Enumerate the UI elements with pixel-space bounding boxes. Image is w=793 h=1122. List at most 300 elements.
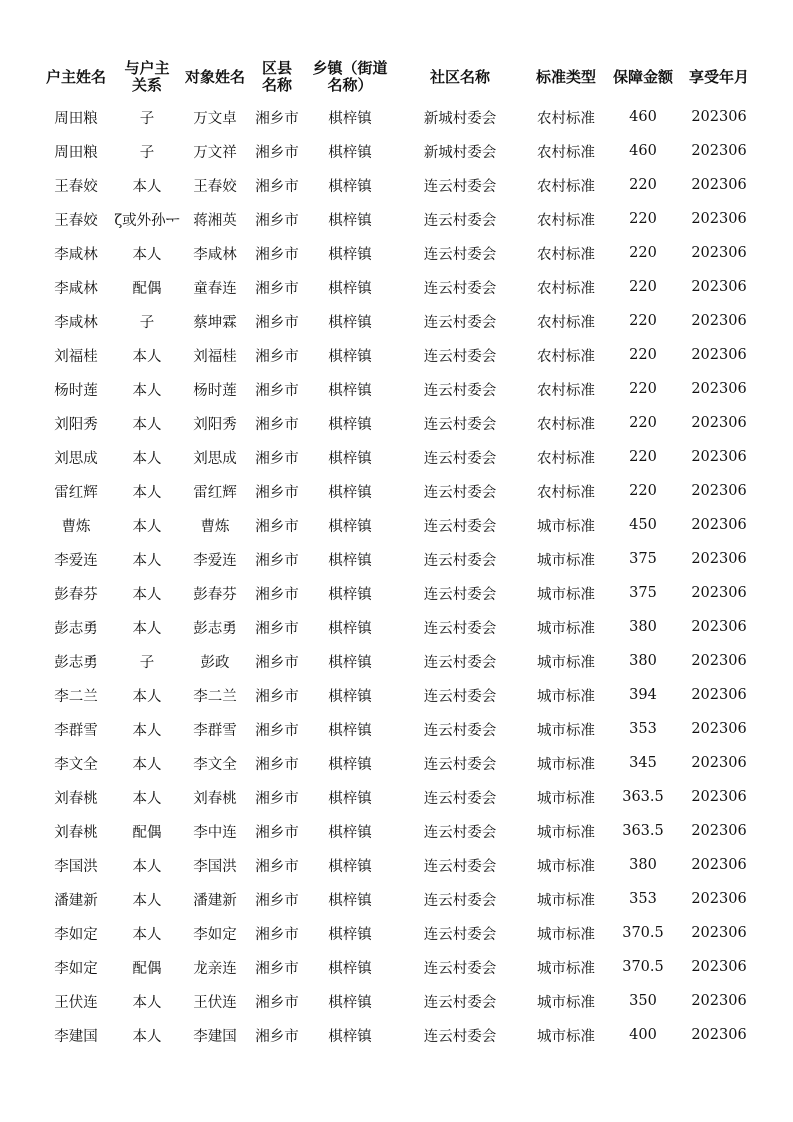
cell-recipient-name: 李群雪 bbox=[193, 722, 237, 739]
cell-householder-name: 周田粮 bbox=[54, 144, 98, 161]
cell-period: 202306 bbox=[691, 381, 747, 397]
cell-community: 连云村委会 bbox=[423, 620, 497, 637]
cell-amount: 380 bbox=[629, 857, 657, 873]
table-row bbox=[38, 134, 760, 168]
cell-county: 湘乡市 bbox=[255, 960, 299, 977]
cell-recipient-name: 李文全 bbox=[193, 756, 237, 773]
cell-county: 湘乡市 bbox=[255, 654, 299, 671]
cell-town: 棋梓镇 bbox=[328, 144, 372, 161]
column-header-line: 名称 bbox=[261, 76, 292, 94]
cell-recipient-name: 童春连 bbox=[193, 280, 237, 297]
cell-standard-type: 农村标准 bbox=[537, 450, 595, 467]
cell-county: 湘乡市 bbox=[255, 892, 299, 909]
cell-town: 棋梓镇 bbox=[328, 892, 372, 909]
cell-amount: 220 bbox=[629, 177, 657, 193]
cell-county: 湘乡市 bbox=[255, 1028, 299, 1045]
cell-county: 湘乡市 bbox=[255, 586, 299, 603]
cell-period: 202306 bbox=[691, 109, 747, 125]
cell-relation: 本人 bbox=[132, 994, 162, 1011]
cell-period: 202306 bbox=[691, 653, 747, 669]
table-row bbox=[38, 100, 760, 134]
table-row bbox=[38, 712, 760, 746]
cell-recipient-name: 刘春桃 bbox=[193, 790, 237, 807]
cell-recipient-name: 李中连 bbox=[193, 824, 237, 841]
cell-relation: 子 bbox=[139, 110, 155, 127]
cell-county: 湘乡市 bbox=[255, 280, 299, 297]
cell-period: 202306 bbox=[691, 483, 747, 499]
cell-town: 棋梓镇 bbox=[328, 178, 372, 195]
table-row bbox=[38, 678, 760, 712]
table-row bbox=[38, 338, 760, 372]
table-row bbox=[38, 270, 760, 304]
cell-community: 连云村委会 bbox=[423, 382, 497, 399]
cell-relation: 本人 bbox=[132, 926, 162, 943]
table-row bbox=[38, 474, 760, 508]
table-row bbox=[38, 916, 760, 950]
column-header-line: 区县 bbox=[261, 59, 292, 77]
cell-period: 202306 bbox=[691, 755, 747, 771]
cell-period: 202306 bbox=[691, 517, 747, 533]
cell-householder-name: 李爱连 bbox=[54, 552, 98, 569]
cell-period: 202306 bbox=[691, 347, 747, 363]
table-row bbox=[38, 202, 760, 236]
cell-amount: 375 bbox=[629, 551, 657, 567]
cell-recipient-name: 李国洪 bbox=[193, 858, 237, 875]
cell-town: 棋梓镇 bbox=[328, 722, 372, 739]
cell-householder-name: 曹炼 bbox=[61, 518, 91, 535]
cell-period: 202306 bbox=[691, 925, 747, 941]
cell-recipient-name: 李咸林 bbox=[193, 246, 237, 263]
cell-relation: 本人 bbox=[132, 722, 162, 739]
cell-relation: 本人 bbox=[132, 484, 162, 501]
cell-town: 棋梓镇 bbox=[328, 688, 372, 705]
cell-county: 湘乡市 bbox=[255, 416, 299, 433]
cell-county: 湘乡市 bbox=[255, 552, 299, 569]
cell-standard-type: 城市标准 bbox=[537, 756, 595, 773]
cell-householder-name: 李二兰 bbox=[54, 688, 98, 705]
cell-period: 202306 bbox=[691, 687, 747, 703]
table-row bbox=[38, 372, 760, 406]
cell-householder-name: 周田粮 bbox=[54, 110, 98, 127]
cell-community: 连云村委会 bbox=[423, 280, 497, 297]
cell-period: 202306 bbox=[691, 279, 747, 295]
cell-county: 湘乡市 bbox=[255, 722, 299, 739]
cell-standard-type: 城市标准 bbox=[537, 722, 595, 739]
cell-community: 连云村委会 bbox=[423, 1028, 497, 1045]
cell-town: 棋梓镇 bbox=[328, 212, 372, 229]
cell-amount: 380 bbox=[629, 653, 657, 669]
cell-county: 湘乡市 bbox=[255, 212, 299, 229]
cell-town: 棋梓镇 bbox=[328, 314, 372, 331]
cell-householder-name: 彭志勇 bbox=[54, 654, 98, 671]
cell-amount: 370.5 bbox=[622, 959, 664, 975]
table-row bbox=[38, 576, 760, 610]
cell-recipient-name: 蔡坤霖 bbox=[193, 314, 237, 331]
cell-period: 202306 bbox=[691, 143, 747, 159]
table-header bbox=[38, 54, 760, 100]
column-header-line: 关系 bbox=[131, 76, 162, 94]
cell-county: 湘乡市 bbox=[255, 314, 299, 331]
table-row bbox=[38, 882, 760, 916]
cell-recipient-name: 李如定 bbox=[193, 926, 237, 943]
cell-amount: 394 bbox=[629, 687, 657, 703]
cell-recipient-name: 龙亲连 bbox=[193, 960, 237, 977]
cell-relation: 配偶 bbox=[132, 960, 162, 977]
cell-standard-type: 城市标准 bbox=[537, 620, 595, 637]
cell-county: 湘乡市 bbox=[255, 620, 299, 637]
cell-amount: 350 bbox=[629, 993, 657, 1009]
cell-relation: 本人 bbox=[132, 178, 162, 195]
cell-recipient-name: 雷红辉 bbox=[193, 484, 237, 501]
cell-householder-name: 刘阳秀 bbox=[54, 416, 98, 433]
column-header-line: 户主姓名 bbox=[45, 67, 106, 86]
cell-community: 连云村委会 bbox=[423, 314, 497, 331]
cell-recipient-name: 潘建新 bbox=[193, 892, 237, 909]
cell-recipient-name: 曹炼 bbox=[200, 518, 230, 535]
cell-period: 202306 bbox=[691, 449, 747, 465]
cell-standard-type: 农村标准 bbox=[537, 144, 595, 161]
table-row bbox=[38, 304, 760, 338]
table-row bbox=[38, 950, 760, 984]
column-header-line: 标准类型 bbox=[535, 67, 596, 86]
cell-county: 湘乡市 bbox=[255, 824, 299, 841]
cell-relation: 配偶 bbox=[132, 280, 162, 297]
cell-amount: 375 bbox=[629, 585, 657, 601]
cell-period: 202306 bbox=[691, 891, 747, 907]
cell-amount: 460 bbox=[629, 143, 657, 159]
table-row bbox=[38, 780, 760, 814]
cell-town: 棋梓镇 bbox=[328, 790, 372, 807]
cell-standard-type: 城市标准 bbox=[537, 518, 595, 535]
cell-recipient-name: 万文卓 bbox=[193, 110, 237, 127]
cell-county: 湘乡市 bbox=[255, 382, 299, 399]
cell-relation: ζ或外孙ᅮ bbox=[114, 212, 180, 229]
table-row bbox=[38, 814, 760, 848]
cell-recipient-name: 刘阳秀 bbox=[193, 416, 237, 433]
cell-householder-name: 潘建新 bbox=[54, 892, 98, 909]
column-header-period bbox=[678, 54, 760, 100]
cell-town: 棋梓镇 bbox=[328, 518, 372, 535]
cell-householder-name: 刘福桂 bbox=[54, 348, 98, 365]
cell-standard-type: 城市标准 bbox=[537, 790, 595, 807]
cell-county: 湘乡市 bbox=[255, 484, 299, 501]
cell-standard-type: 城市标准 bbox=[537, 960, 595, 977]
table-row bbox=[38, 610, 760, 644]
cell-standard-type: 城市标准 bbox=[537, 552, 595, 569]
cell-standard-type: 城市标准 bbox=[537, 688, 595, 705]
cell-town: 棋梓镇 bbox=[328, 416, 372, 433]
cell-householder-name: 杨时莲 bbox=[54, 382, 98, 399]
cell-relation: 本人 bbox=[132, 518, 162, 535]
cell-relation: 本人 bbox=[132, 688, 162, 705]
cell-standard-type: 农村标准 bbox=[537, 212, 595, 229]
cell-standard-type: 农村标准 bbox=[537, 416, 595, 433]
cell-period: 202306 bbox=[691, 415, 747, 431]
cell-community: 连云村委会 bbox=[423, 824, 497, 841]
column-header-relation bbox=[114, 54, 180, 100]
table-row bbox=[38, 984, 760, 1018]
cell-householder-name: 刘春桃 bbox=[54, 790, 98, 807]
cell-amount: 220 bbox=[629, 313, 657, 329]
cell-relation: 本人 bbox=[132, 348, 162, 365]
cell-town: 棋梓镇 bbox=[328, 994, 372, 1011]
cell-town: 棋梓镇 bbox=[328, 824, 372, 841]
cell-amount: 220 bbox=[629, 347, 657, 363]
cell-town: 棋梓镇 bbox=[328, 280, 372, 297]
cell-amount: 370.5 bbox=[622, 925, 664, 941]
cell-standard-type: 农村标准 bbox=[537, 348, 595, 365]
cell-town: 棋梓镇 bbox=[328, 756, 372, 773]
table-row bbox=[38, 440, 760, 474]
cell-period: 202306 bbox=[691, 993, 747, 1009]
cell-householder-name: 李群雪 bbox=[54, 722, 98, 739]
cell-town: 棋梓镇 bbox=[328, 552, 372, 569]
cell-amount: 220 bbox=[629, 449, 657, 465]
cell-householder-name: 李咸林 bbox=[54, 280, 98, 297]
cell-county: 湘乡市 bbox=[255, 926, 299, 943]
cell-householder-name: 李文全 bbox=[54, 756, 98, 773]
cell-period: 202306 bbox=[691, 959, 747, 975]
cell-town: 棋梓镇 bbox=[328, 382, 372, 399]
cell-householder-name: 王伏连 bbox=[54, 994, 98, 1011]
cell-householder-name: 李咸林 bbox=[54, 246, 98, 263]
cell-amount: 400 bbox=[629, 1027, 657, 1043]
column-header-householder-name bbox=[38, 54, 114, 100]
cell-standard-type: 农村标准 bbox=[537, 178, 595, 195]
table-row bbox=[38, 542, 760, 576]
column-header-line: 乡镇（街道 bbox=[312, 59, 388, 77]
cell-community: 连云村委会 bbox=[423, 858, 497, 875]
table-row bbox=[38, 168, 760, 202]
cell-relation: 配偶 bbox=[132, 824, 162, 841]
cell-community: 连云村委会 bbox=[423, 994, 497, 1011]
cell-relation: 本人 bbox=[132, 450, 162, 467]
cell-period: 202306 bbox=[691, 857, 747, 873]
cell-community: 连云村委会 bbox=[423, 722, 497, 739]
cell-relation: 本人 bbox=[132, 382, 162, 399]
cell-relation: 本人 bbox=[132, 246, 162, 263]
cell-standard-type: 城市标准 bbox=[537, 586, 595, 603]
cell-period: 202306 bbox=[691, 823, 747, 839]
cell-standard-type: 农村标准 bbox=[537, 382, 595, 399]
cell-householder-name: 彭志勇 bbox=[54, 620, 98, 637]
cell-town: 棋梓镇 bbox=[328, 1028, 372, 1045]
cell-householder-name: 王春姣 bbox=[54, 178, 98, 195]
cell-amount: 220 bbox=[629, 279, 657, 295]
cell-relation: 子 bbox=[139, 144, 155, 161]
cell-period: 202306 bbox=[691, 721, 747, 737]
cell-community: 连云村委会 bbox=[423, 654, 497, 671]
cell-relation: 本人 bbox=[132, 620, 162, 637]
table-row bbox=[38, 848, 760, 882]
cell-town: 棋梓镇 bbox=[328, 586, 372, 603]
cell-standard-type: 城市标准 bbox=[537, 892, 595, 909]
table-row bbox=[38, 644, 760, 678]
cell-recipient-name: 杨时莲 bbox=[193, 382, 237, 399]
cell-period: 202306 bbox=[691, 1027, 747, 1043]
column-header-standard-type bbox=[524, 54, 608, 100]
cell-county: 湘乡市 bbox=[255, 858, 299, 875]
table-row bbox=[38, 746, 760, 780]
cell-period: 202306 bbox=[691, 245, 747, 261]
cell-period: 202306 bbox=[691, 211, 747, 227]
cell-householder-name: 彭春芬 bbox=[54, 586, 98, 603]
cell-county: 湘乡市 bbox=[255, 756, 299, 773]
cell-recipient-name: 王春姣 bbox=[193, 178, 237, 195]
header-row bbox=[38, 54, 760, 100]
benefit-roster-table bbox=[38, 54, 760, 1052]
cell-community: 连云村委会 bbox=[423, 416, 497, 433]
table-row bbox=[38, 236, 760, 270]
cell-town: 棋梓镇 bbox=[328, 960, 372, 977]
cell-recipient-name: 王伏连 bbox=[193, 994, 237, 1011]
column-header-recipient-name bbox=[180, 54, 250, 100]
column-header-line: 享受年月 bbox=[688, 67, 749, 86]
column-header-line: 与户主 bbox=[124, 59, 170, 77]
table-body bbox=[38, 100, 760, 1052]
cell-community: 连云村委会 bbox=[423, 246, 497, 263]
cell-amount: 363.5 bbox=[622, 789, 664, 805]
cell-community: 连云村委会 bbox=[423, 960, 497, 977]
cell-standard-type: 城市标准 bbox=[537, 654, 595, 671]
cell-standard-type: 城市标准 bbox=[537, 994, 595, 1011]
cell-householder-name: 王春姣 bbox=[54, 212, 98, 229]
cell-town: 棋梓镇 bbox=[328, 654, 372, 671]
cell-town: 棋梓镇 bbox=[328, 620, 372, 637]
cell-standard-type: 农村标准 bbox=[537, 484, 595, 501]
cell-recipient-name: 刘福桂 bbox=[193, 348, 237, 365]
cell-community: 连云村委会 bbox=[423, 518, 497, 535]
cell-relation: 子 bbox=[139, 654, 155, 671]
cell-town: 棋梓镇 bbox=[328, 926, 372, 943]
cell-town: 棋梓镇 bbox=[328, 484, 372, 501]
cell-period: 202306 bbox=[691, 313, 747, 329]
cell-relation: 本人 bbox=[132, 858, 162, 875]
cell-householder-name: 李建国 bbox=[54, 1028, 98, 1045]
cell-community: 连云村委会 bbox=[423, 790, 497, 807]
cell-standard-type: 农村标准 bbox=[537, 280, 595, 297]
cell-community: 连云村委会 bbox=[423, 212, 497, 229]
cell-community: 连云村委会 bbox=[423, 756, 497, 773]
cell-recipient-name: 蒋湘英 bbox=[193, 212, 237, 229]
cell-standard-type: 农村标准 bbox=[537, 110, 595, 127]
cell-recipient-name: 李爱连 bbox=[193, 552, 237, 569]
cell-community: 连云村委会 bbox=[423, 586, 497, 603]
cell-town: 棋梓镇 bbox=[328, 858, 372, 875]
cell-county: 湘乡市 bbox=[255, 246, 299, 263]
column-header-line: 名称） bbox=[327, 76, 373, 94]
cell-county: 湘乡市 bbox=[255, 994, 299, 1011]
cell-recipient-name: 李建国 bbox=[193, 1028, 237, 1045]
cell-amount: 220 bbox=[629, 381, 657, 397]
column-header-line: 社区名称 bbox=[429, 67, 490, 86]
cell-community: 连云村委会 bbox=[423, 178, 497, 195]
cell-relation: 本人 bbox=[132, 586, 162, 603]
cell-relation: 本人 bbox=[132, 416, 162, 433]
cell-householder-name: 李如定 bbox=[54, 960, 98, 977]
cell-county: 湘乡市 bbox=[255, 178, 299, 195]
cell-amount: 363.5 bbox=[622, 823, 664, 839]
cell-town: 棋梓镇 bbox=[328, 110, 372, 127]
cell-recipient-name: 彭政 bbox=[200, 654, 230, 671]
cell-standard-type: 农村标准 bbox=[537, 314, 595, 331]
cell-relation: 本人 bbox=[132, 756, 162, 773]
column-header-community bbox=[396, 54, 524, 100]
column-header-line: 对象姓名 bbox=[184, 67, 245, 86]
cell-householder-name: 李国洪 bbox=[54, 858, 98, 875]
cell-community: 新城村委会 bbox=[423, 144, 497, 161]
column-header-town bbox=[304, 54, 396, 100]
cell-householder-name: 刘春桃 bbox=[54, 824, 98, 841]
cell-recipient-name: 刘思成 bbox=[193, 450, 237, 467]
cell-amount: 220 bbox=[629, 415, 657, 431]
cell-recipient-name: 李二兰 bbox=[193, 688, 237, 705]
cell-standard-type: 城市标准 bbox=[537, 824, 595, 841]
cell-recipient-name: 万文祥 bbox=[193, 144, 237, 161]
cell-amount: 460 bbox=[629, 109, 657, 125]
cell-amount: 380 bbox=[629, 619, 657, 635]
cell-community: 连云村委会 bbox=[423, 892, 497, 909]
cell-relation: 本人 bbox=[132, 1028, 162, 1045]
column-header-amount bbox=[608, 54, 678, 100]
cell-county: 湘乡市 bbox=[255, 790, 299, 807]
cell-amount: 220 bbox=[629, 211, 657, 227]
cell-amount: 353 bbox=[629, 721, 657, 737]
column-header-county bbox=[250, 54, 304, 100]
cell-relation: 本人 bbox=[132, 790, 162, 807]
cell-community: 连云村委会 bbox=[423, 348, 497, 365]
cell-relation: 本人 bbox=[132, 892, 162, 909]
cell-community: 连云村委会 bbox=[423, 552, 497, 569]
cell-householder-name: 刘思成 bbox=[54, 450, 98, 467]
cell-town: 棋梓镇 bbox=[328, 450, 372, 467]
table-row bbox=[38, 508, 760, 542]
cell-period: 202306 bbox=[691, 177, 747, 193]
cell-amount: 345 bbox=[629, 755, 657, 771]
cell-community: 新城村委会 bbox=[423, 110, 497, 127]
cell-town: 棋梓镇 bbox=[328, 348, 372, 365]
cell-householder-name: 李咸林 bbox=[54, 314, 98, 331]
table-row bbox=[38, 1018, 760, 1052]
cell-county: 湘乡市 bbox=[255, 144, 299, 161]
cell-period: 202306 bbox=[691, 619, 747, 635]
cell-county: 湘乡市 bbox=[255, 348, 299, 365]
cell-county: 湘乡市 bbox=[255, 688, 299, 705]
cell-amount: 353 bbox=[629, 891, 657, 907]
cell-community: 连云村委会 bbox=[423, 926, 497, 943]
cell-community: 连云村委会 bbox=[423, 450, 497, 467]
cell-standard-type: 城市标准 bbox=[537, 1028, 595, 1045]
cell-community: 连云村委会 bbox=[423, 484, 497, 501]
cell-period: 202306 bbox=[691, 585, 747, 601]
column-header-line: 保障金额 bbox=[612, 67, 673, 86]
cell-county: 湘乡市 bbox=[255, 110, 299, 127]
cell-standard-type: 农村标准 bbox=[537, 246, 595, 263]
cell-recipient-name: 彭春芬 bbox=[193, 586, 237, 603]
cell-amount: 220 bbox=[629, 245, 657, 261]
cell-community: 连云村委会 bbox=[423, 688, 497, 705]
cell-householder-name: 雷红辉 bbox=[54, 484, 98, 501]
cell-period: 202306 bbox=[691, 789, 747, 805]
cell-recipient-name: 彭志勇 bbox=[193, 620, 237, 637]
table-row bbox=[38, 406, 760, 440]
cell-town: 棋梓镇 bbox=[328, 246, 372, 263]
cell-relation: 本人 bbox=[132, 552, 162, 569]
cell-county: 湘乡市 bbox=[255, 450, 299, 467]
cell-standard-type: 城市标准 bbox=[537, 926, 595, 943]
cell-period: 202306 bbox=[691, 551, 747, 567]
cell-householder-name: 李如定 bbox=[54, 926, 98, 943]
